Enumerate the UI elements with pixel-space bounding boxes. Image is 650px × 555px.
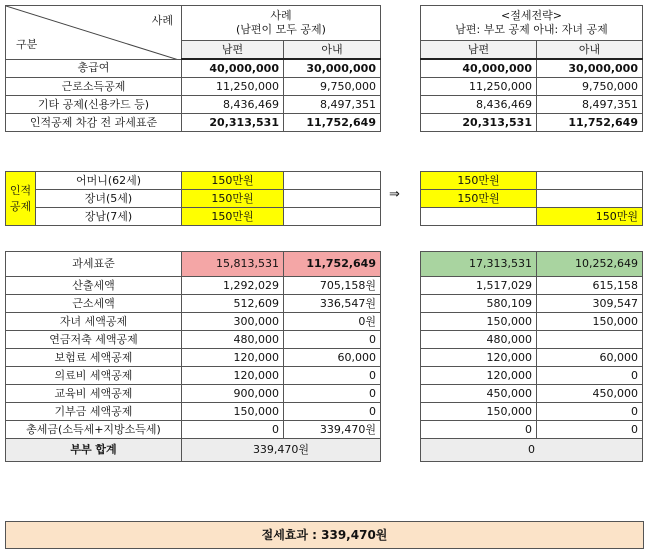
wife-value: 11,752,649: [284, 114, 381, 132]
wife-value: 8,497,351: [284, 96, 381, 114]
husband-value: 8,436,469: [182, 96, 284, 114]
strategy-wife-value: 0: [537, 367, 643, 385]
row-label: 기타 공제(신용카드 등): [6, 96, 182, 114]
strategy-personal-row: [421, 190, 643, 208]
row-label: 연금저축 세액공제: [6, 331, 182, 349]
strategy-wife-value: 8,497,351: [537, 96, 643, 114]
personal-group-label: [6, 172, 36, 226]
husband-value: 11,250,000: [182, 78, 284, 96]
strategy-personal-row: [421, 172, 643, 190]
dependent-label: 장남(7세): [36, 208, 182, 226]
strategy-husband-deduction: [421, 208, 537, 226]
husband-header: 남편: [182, 41, 284, 60]
strategy-wife-deduction: 150만원: [537, 208, 643, 226]
husband-value: 900,000: [182, 385, 284, 403]
strategy-tax-row: [421, 421, 643, 439]
row-label: 보험료 세액공제: [6, 349, 182, 367]
strategy-wife-value: 0: [537, 421, 643, 439]
strategy-husband-value: 1,517,029: [421, 277, 537, 295]
group-label-line-2: 공제: [9, 199, 32, 213]
tax-row: [6, 385, 381, 403]
row-label: 총세금(소득세+지방소득세): [6, 421, 182, 439]
strategy-wife-header: 아내: [537, 41, 643, 60]
strategy-wife-value: 30,000,000: [537, 59, 643, 78]
strategy-wife-value: 450,000: [537, 385, 643, 403]
strategy-wife-value: [537, 331, 643, 349]
strategy-tax-row: [421, 313, 643, 331]
strategy-tax-row: [421, 252, 643, 277]
dependent-label: 어머니(62세): [36, 172, 182, 190]
strategy-husband-deduction: 150만원: [421, 172, 537, 190]
row-label: 근소세액: [6, 295, 182, 313]
strategy-total-row: [421, 439, 643, 462]
row-label: 총급여: [6, 59, 182, 78]
row-label: 과세표준: [6, 252, 182, 277]
wife-header: 아내: [284, 41, 381, 60]
strategy-income-row: [421, 78, 643, 96]
corner-top-label: 사례: [151, 14, 173, 27]
husband-value: 480,000: [182, 331, 284, 349]
tax-row: [6, 403, 381, 421]
strategy-wife-deduction: [537, 190, 643, 208]
wife-value: 11,752,649: [284, 252, 381, 277]
wife-value: 30,000,000: [284, 59, 381, 78]
tax-row: [6, 367, 381, 385]
row-label: 교육비 세액공제: [6, 385, 182, 403]
strategy-husband-value: 8,436,469: [421, 96, 537, 114]
wife-value: 0: [284, 403, 381, 421]
strategy-husband-value: 20,313,531: [421, 114, 537, 132]
husband-value: 0: [182, 421, 284, 439]
dependent-label: 장녀(5세): [36, 190, 182, 208]
wife-value: 0: [284, 385, 381, 403]
husband-value: 1,292,029: [182, 277, 284, 295]
husband-value: 120,000: [182, 349, 284, 367]
strategy-tax-row: [421, 385, 643, 403]
tax-saving-result: 절세효과 : 339,470원: [5, 521, 644, 549]
case-title: 사례: [270, 9, 292, 22]
total-row: [6, 439, 381, 462]
strategy-wife-value: 615,158: [537, 277, 643, 295]
income-row: [6, 96, 381, 114]
income-row: [6, 59, 381, 78]
row-label: 기부금 세액공제: [6, 403, 182, 421]
case-title-cell: [182, 6, 381, 41]
total-label: 부부 합계: [6, 439, 182, 462]
arrow-icon: ⇒: [389, 187, 400, 202]
strategy-title: <절세전략>: [501, 9, 562, 22]
row-label: 산출세액: [6, 277, 182, 295]
strategy-husband-value: 150,000: [421, 313, 537, 331]
tax-row: [6, 252, 381, 277]
strategy-tax-row: [421, 367, 643, 385]
strategy-tax-row: [421, 403, 643, 421]
row-label: 의료비 세액공제: [6, 367, 182, 385]
strategy-wife-deduction: [537, 172, 643, 190]
strategy-wife-value: 11,752,649: [537, 114, 643, 132]
strategy-income-row: [421, 59, 643, 78]
strategy-wife-value: 10,252,649: [537, 252, 643, 277]
wife-value: 336,547원: [284, 295, 381, 313]
wife-deduction: [284, 208, 381, 226]
income-row: [6, 114, 381, 132]
strategy-husband-value: 11,250,000: [421, 78, 537, 96]
husband-deduction: 150만원: [182, 190, 284, 208]
strategy-husband-value: 40,000,000: [421, 59, 537, 78]
strategy-husband-value: 580,109: [421, 295, 537, 313]
wife-value: 60,000: [284, 349, 381, 367]
case-subtitle: (남편이 모두 공제): [236, 23, 326, 36]
wife-value: 705,158원: [284, 277, 381, 295]
wife-value: 0: [284, 331, 381, 349]
corner-header-cell: [6, 6, 182, 60]
strategy-personal-row: [421, 208, 643, 226]
husband-value: 120,000: [182, 367, 284, 385]
total-strategy-value: 0: [421, 439, 643, 462]
strategy-tax-row: [421, 331, 643, 349]
strategy-subtitle: 남편: 부모 공제 아내: 자녀 공제: [455, 23, 608, 36]
strategy-title-cell: [421, 6, 643, 41]
strategy-wife-value: 9,750,000: [537, 78, 643, 96]
wife-deduction: [284, 190, 381, 208]
husband-value: 20,313,531: [182, 114, 284, 132]
row-label: 근로소득공제: [6, 78, 182, 96]
personal-row: [6, 208, 381, 226]
strategy-income-row: [421, 96, 643, 114]
row-label: 인적공제 차감 전 과세표준: [6, 114, 182, 132]
strategy-wife-value: 0: [537, 403, 643, 421]
husband-value: 300,000: [182, 313, 284, 331]
strategy-wife-value: 309,547: [537, 295, 643, 313]
strategy-wife-value: 60,000: [537, 349, 643, 367]
husband-value: 15,813,531: [182, 252, 284, 277]
strategy-tax-row: [421, 277, 643, 295]
income-row: [6, 78, 381, 96]
wife-value: 9,750,000: [284, 78, 381, 96]
group-label-line-1: 인적: [9, 183, 32, 197]
total-case-value: 339,470원: [182, 439, 381, 462]
strategy-husband-value: 0: [421, 421, 537, 439]
strategy-husband-value: 120,000: [421, 349, 537, 367]
personal-row: [6, 172, 381, 190]
tax-row: [6, 331, 381, 349]
strategy-husband-header: 남편: [421, 41, 537, 60]
strategy-wife-value: 150,000: [537, 313, 643, 331]
strategy-tax-row: [421, 295, 643, 313]
tax-row: [6, 295, 381, 313]
husband-value: 150,000: [182, 403, 284, 421]
husband-value: 40,000,000: [182, 59, 284, 78]
personal-row: [6, 190, 381, 208]
row-label: 자녀 세액공제: [6, 313, 182, 331]
corner-bottom-label: 구분: [16, 38, 38, 51]
strategy-tax-row: [421, 349, 643, 367]
tax-row: [6, 313, 381, 331]
wife-value: 0원: [284, 313, 381, 331]
strategy-husband-value: 450,000: [421, 385, 537, 403]
husband-deduction: 150만원: [182, 208, 284, 226]
wife-value: 339,470원: [284, 421, 381, 439]
strategy-husband-value: 17,313,531: [421, 252, 537, 277]
strategy-husband-value: 120,000: [421, 367, 537, 385]
tax-row: [6, 421, 381, 439]
strategy-husband-deduction: 150만원: [421, 190, 537, 208]
strategy-husband-value: 150,000: [421, 403, 537, 421]
wife-deduction: [284, 172, 381, 190]
strategy-income-row: [421, 114, 643, 132]
husband-deduction: 150만원: [182, 172, 284, 190]
strategy-husband-value: 480,000: [421, 331, 537, 349]
wife-value: 0: [284, 367, 381, 385]
tax-row: [6, 349, 381, 367]
husband-value: 512,609: [182, 295, 284, 313]
tax-row: [6, 277, 381, 295]
